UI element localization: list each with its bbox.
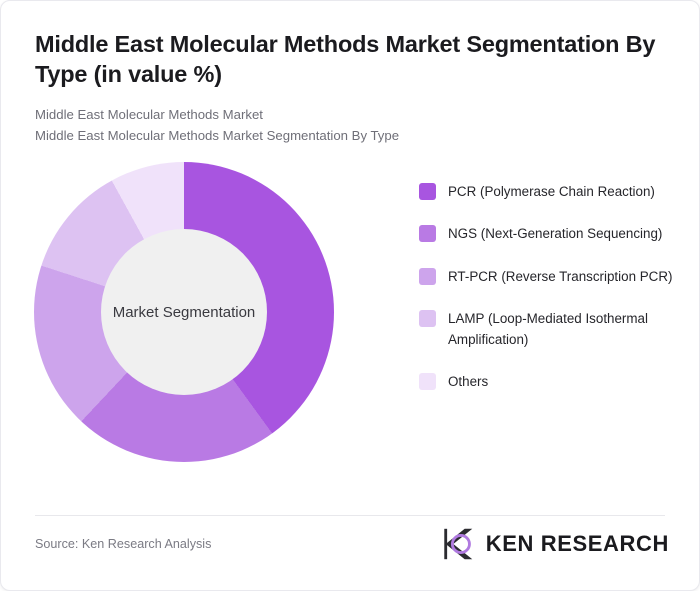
ken-k-logo-icon [440, 525, 478, 563]
page-title: Middle East Molecular Methods Market Segmentation By Type (in value %) [35, 31, 656, 88]
chart-legend [419, 182, 674, 414]
legend-item[interactable] [419, 224, 674, 244]
legend-item[interactable] [419, 182, 674, 202]
subtitle-market: Middle East Molecular Methods Market [35, 107, 263, 123]
legend-label: LAMP (Loop-Mediated Isothermal Amplification) [448, 311, 648, 347]
legend-swatch-icon [419, 310, 436, 327]
legend-item[interactable] [419, 267, 674, 287]
legend-swatch-icon [419, 373, 436, 390]
chart-header [1, 1, 699, 146]
legend-item[interactable] [419, 309, 674, 350]
legend-item[interactable] [419, 372, 674, 392]
chart-footer [35, 524, 669, 564]
legend-label: PCR (Polymerase Chain Reaction) [448, 184, 655, 200]
subtitle-group [35, 105, 665, 146]
brand-logo [440, 525, 669, 563]
footer-divider [35, 515, 665, 516]
donut-chart [34, 162, 334, 462]
subtitle-segmentation: Middle East Molecular Methods Market Segmentation By Type [35, 127, 400, 143]
legend-swatch-icon [419, 183, 436, 200]
brand-name: KEN RESEARCH [485, 531, 669, 556]
legend-swatch-icon [419, 268, 436, 285]
legend-label: Others [448, 373, 489, 389]
donut-hole [101, 229, 267, 395]
chart-area [1, 160, 699, 490]
legend-swatch-icon [419, 225, 436, 242]
legend-label: NGS (Next-Generation Sequencing) [448, 226, 663, 242]
source-note: Source: Ken Research Analysis [35, 537, 212, 551]
legend-label: RT-PCR (Reverse Transcription PCR) [448, 268, 673, 284]
donut-center-label: Market Segmentation [112, 303, 256, 321]
